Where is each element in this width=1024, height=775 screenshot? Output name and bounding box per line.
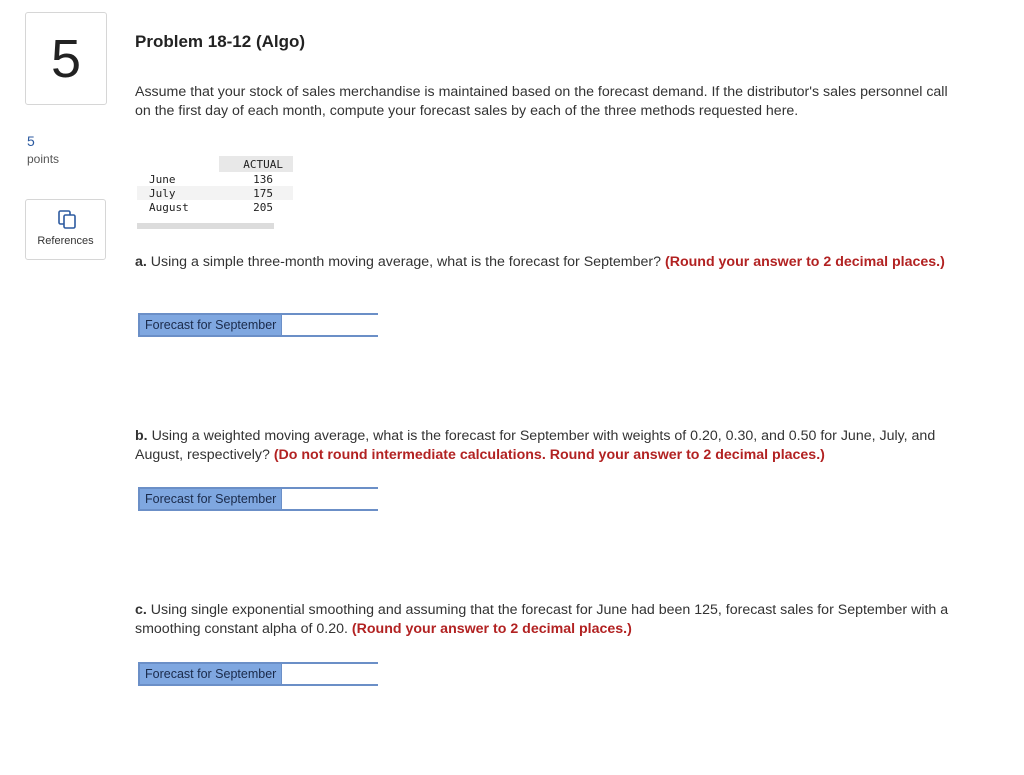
table-month: June xyxy=(137,172,219,186)
copy-icon xyxy=(57,209,77,229)
question-letter: b. xyxy=(135,428,148,444)
question-instruction: (Round your answer to 2 decimal places.) xyxy=(351,621,632,637)
problem-title: Problem 18-12 (Algo) xyxy=(135,32,306,51)
answer-input-wrap xyxy=(282,315,466,335)
question-number: 5 xyxy=(50,28,82,89)
table-scrollbar[interactable] xyxy=(137,223,274,229)
question-number-box xyxy=(25,12,107,105)
question-text: Using a weighted moving average, what is the forecast for September with weights of 0.20, 0.30, and 0.50 for June, July, and August, respectively? xyxy=(135,428,936,463)
question-instruction: (Round your answer to 2 decimal places.) xyxy=(664,254,945,270)
answer-label: Forecast for September xyxy=(140,489,282,509)
question-c xyxy=(135,601,975,639)
answer-label: Forecast for September xyxy=(140,664,282,684)
table-value: 205 xyxy=(219,200,293,214)
table-row xyxy=(137,172,293,186)
question-letter: a. xyxy=(135,254,147,270)
answer-input-wrap xyxy=(282,489,466,509)
answer-input-wrap xyxy=(282,664,466,684)
question-b xyxy=(135,427,975,465)
table-value: 136 xyxy=(219,172,293,186)
forecast-input-a[interactable] xyxy=(282,315,466,335)
table-header-actual: ACTUAL xyxy=(219,156,293,172)
question-instruction: (Do not round intermediate calculations. Round your answer to 2 decimal places.) xyxy=(273,447,825,463)
answer-row-a xyxy=(138,313,378,337)
question-a xyxy=(135,253,975,272)
references-button[interactable] xyxy=(25,199,106,260)
forecast-input-c[interactable] xyxy=(282,664,466,684)
answer-row-c xyxy=(138,662,378,686)
question-letter: c. xyxy=(135,602,147,618)
question-text: Using single exponential smoothing and assuming that the forecast for June had been 125, forecast sales for September with a smoothing constant alpha of 0.20. xyxy=(135,602,949,637)
table-row xyxy=(137,200,293,214)
table-row xyxy=(137,186,293,200)
table-corner xyxy=(137,156,219,172)
actual-sales-table xyxy=(137,156,293,214)
problem-intro: Assume that your stock of sales merchandise is maintained based on the forecast demand. If the distributor's sales personnel call on the first day of each month, compute your forecast sales by each of the three methods requested here. xyxy=(135,84,948,119)
points-label: points xyxy=(27,152,60,166)
references-label: References xyxy=(37,235,94,247)
table-month: August xyxy=(137,200,219,214)
points-value: 5 xyxy=(27,133,35,149)
answer-label: Forecast for September xyxy=(140,315,282,335)
answer-row-b xyxy=(138,487,378,511)
question-text: Using a simple three-month moving average, what is the forecast for September? xyxy=(150,254,662,270)
table-month: July xyxy=(137,186,219,200)
forecast-input-b[interactable] xyxy=(282,489,466,509)
table-value: 175 xyxy=(219,186,293,200)
